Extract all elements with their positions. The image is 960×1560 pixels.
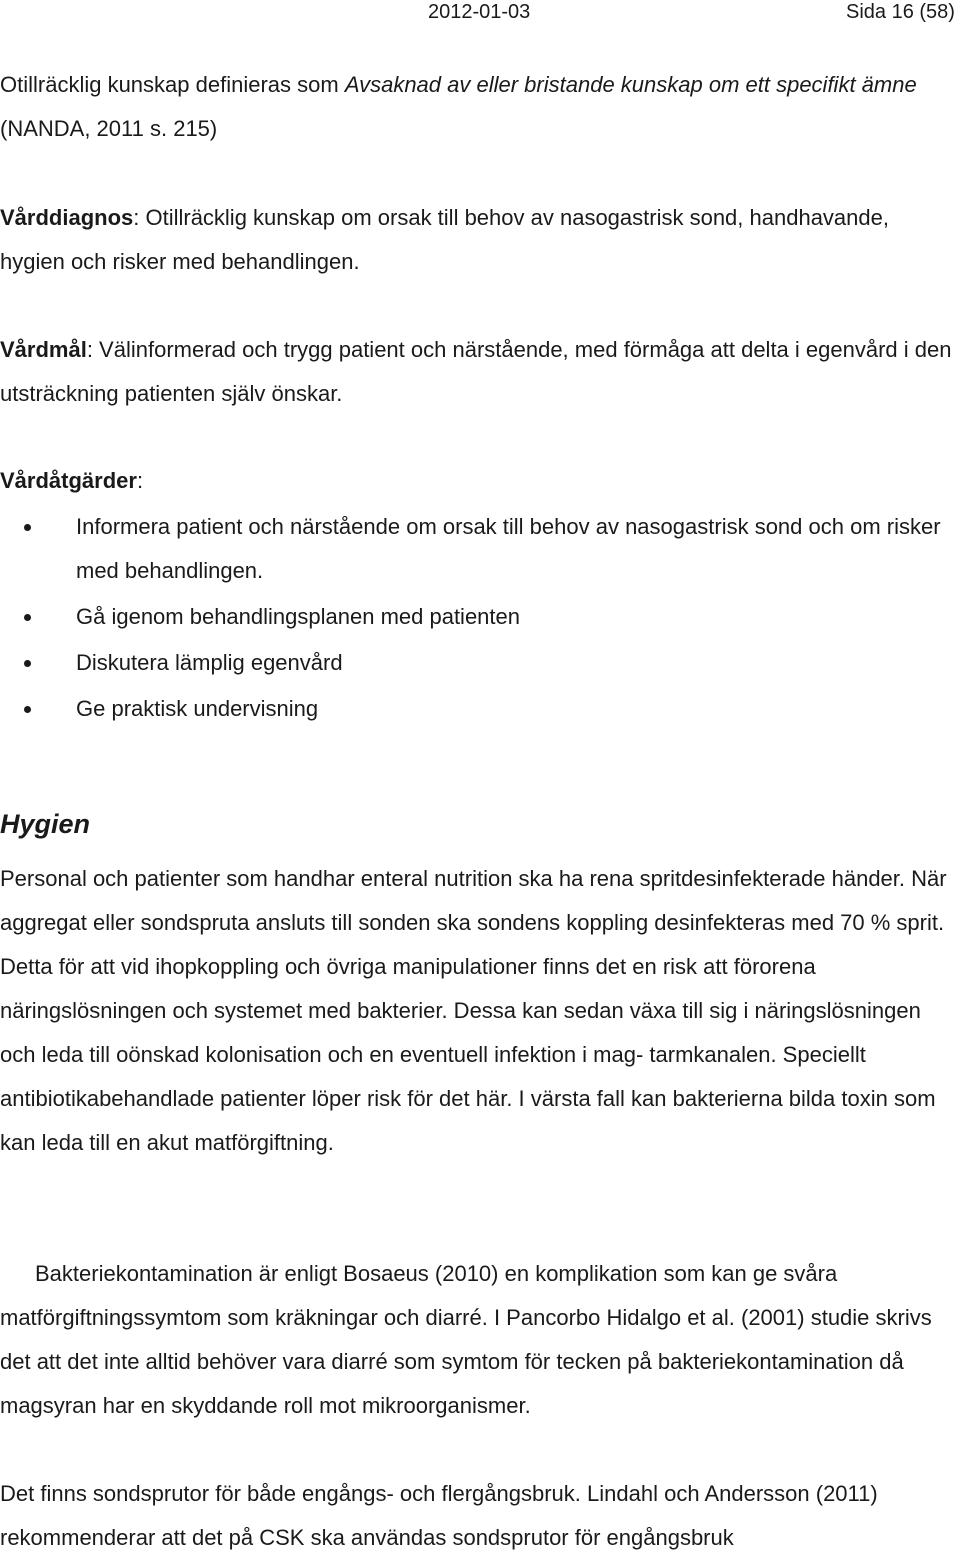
hygiene-paragraph-1: Personal och patienter som handhar enteral nutrition ska ha rena spritdesinfekterade händer. När aggregat eller sondspruta ansluts till sonden ska sondens koppling desinfekteras med 70 % sprit. Detta för att vid ihopkoppling och övriga manipulationer finns det en risk att förorena näringslösningen och systemet med bakterier. Dessa kan sedan växa till sig i näringslösningen och leda till oönskad kolonisation och en eventuell infektion i mag- tarmkanalen. Speciellt antibiotikabehandlade patienter löper risk för det här. I värsta fall kan bakterierna bilda toxin som kan leda till en akut matförgiftning.	[0, 866, 947, 1155]
diagnosis-text: : Otillräcklig kunskap om orsak till behov av nasogastrisk sond, handhavande, hygien och risker med behandlingen.	[0, 205, 889, 274]
list-item	[0, 687, 958, 731]
header-date: 2012-01-03	[428, 1, 531, 23]
diagnosis-label: Vårddiagnos	[0, 205, 134, 230]
list-item	[0, 641, 958, 685]
section-heading-hygiene: Hygien	[0, 809, 91, 839]
bullet-icon	[24, 660, 31, 667]
bullet-icon	[24, 614, 31, 621]
page-number: Sida 16 (58)	[846, 1, 955, 23]
bullet-icon	[24, 706, 31, 713]
list-item-text: Ge praktisk undervisning	[76, 696, 319, 721]
actions-list	[0, 505, 958, 733]
bullet-icon	[24, 524, 31, 531]
definition-suffix: (NANDA, 2011 s. 215)	[0, 116, 218, 141]
actions-label: Vårdåtgärder	[0, 468, 137, 493]
definition-italic: Avsaknad av eller bristande kunskap om ett specifikt ämne	[344, 72, 917, 97]
list-item-text: Informera patient och närstående om orsak till behov av nasogastrisk sond och om risker med behandlingen.	[76, 514, 941, 583]
goal-text: : Välinformerad och trygg patient och närstående, med förmåga att delta i egenvård i den utsträckning patienten själv önskar.	[0, 337, 952, 406]
hygiene-paragraph-3: Det finns sondsprutor för både engångs- och flergångsbruk. Lindahl och Andersson (2011) rekommenderar att det på CSK ska användas sondsprutor för engångsbruk	[0, 1481, 878, 1550]
definition-prefix: Otillräcklig kunskap definieras som	[0, 72, 345, 97]
goal-label: Vårdmål	[0, 337, 87, 362]
hygiene-paragraph-2: Bakteriekontamination är enligt Bosaeus (2010) en komplikation som kan ge svåra matförgiftningssymtom som kräkningar och diarré. I Pancorbo Hidalgo et al. (2001) studie skrivs det att det inte alltid behöver vara diarré som symtom för tecken på bakteriekontamination då magsyran har en skyddande roll mot mikroorganismer.	[0, 1261, 932, 1418]
goal-paragraph	[0, 328, 958, 416]
diagnosis-paragraph	[0, 196, 958, 284]
actions-heading	[0, 459, 958, 503]
list-item-text: Gå igenom behandlingsplanen med patienten	[76, 604, 520, 629]
list-item	[0, 595, 958, 639]
actions-suffix: :	[136, 468, 144, 493]
list-item-text: Diskutera lämplig egenvård	[76, 650, 343, 675]
list-item	[0, 505, 958, 593]
definition-paragraph	[0, 63, 958, 151]
